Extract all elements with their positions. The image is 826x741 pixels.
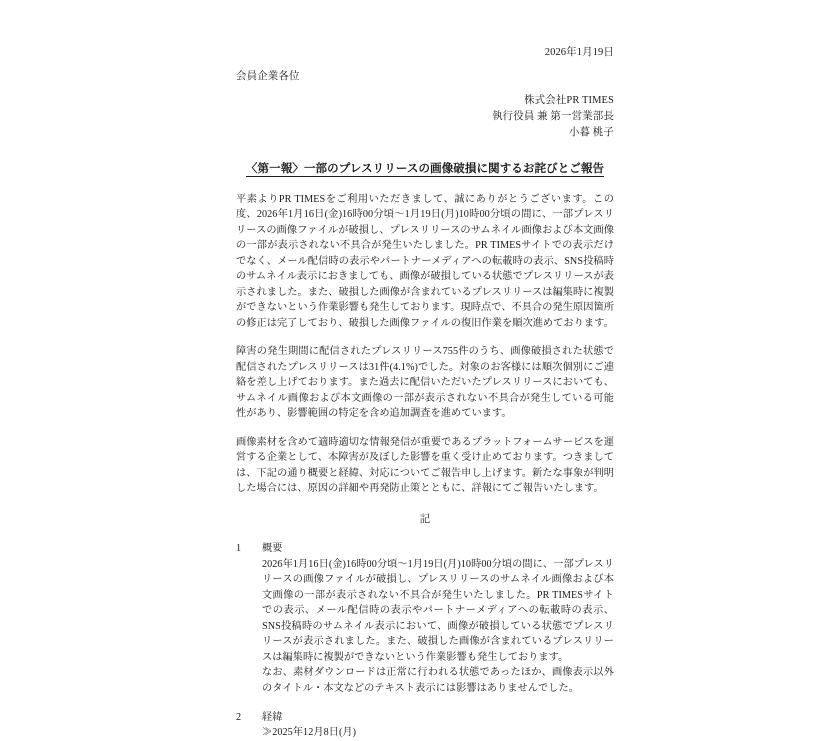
section-paragraph: 2026年1月16日(金)16時00分頃〜1月19日(月)10時00分頃の間に、一部プレスリリースの画像ファイルが破損し、プレスリリースのサムネイル画像および本文画像の一部が表示されない不具合が発生いたしました。PR TIMESサイトでの表示、メール配信時の表示やパートナーメディアへの転載時の表示、SNS投稿時のサムネイル表示において、画像が破損している状態でプレスリリースが表示されました。また、破損した画像が含まれているプレスリリースは編集時に複製ができないという作業影響も発生しております。 — [262, 558, 614, 663]
page-title — [236, 160, 614, 176]
sender-block — [236, 93, 614, 140]
section-heading — [236, 541, 614, 556]
sender-title: 執行役員 兼 第一営業部長 — [491, 111, 614, 123]
timeline-entry: ≫2025年12月8日(月) — [262, 727, 357, 739]
section-body — [262, 725, 614, 741]
document-content — [236, 0, 614, 741]
sender-name: 小暮 桃子 — [568, 126, 614, 138]
section-title: 経緯 — [262, 712, 283, 724]
section-body — [262, 557, 614, 697]
section-title: 概要 — [262, 543, 283, 555]
section-heading — [236, 710, 614, 725]
page-title-text: 〈第一報〉一部のプレスリリースの画像破損に関するお詫びとご報告 — [245, 162, 605, 175]
body-paragraph: 障害の発生期間に配信されたプレスリリース755件のうち、画像破損された状態で配信されたプレスリリースは31件(4.1%)でした。対象のお客様には順次個別にご連絡を差し上げております。また過去に配信いただいたプレスリリースにおいても、サムネイル画像および本文画像の一部が表示されない不具合が発生している可能性があり、影響範囲の特定を含め追加調査を進めています。 — [236, 346, 614, 420]
section-overview — [236, 541, 614, 696]
section-paragraph: なお、素材ダウンロードは正常に行われる状態であったほか、画像表示以外のタイトル・本文などのテキスト表示には影響はありませんでした。 — [262, 667, 614, 694]
sender-company: 株式会社PR TIMES — [524, 95, 614, 107]
section-number: 1 — [236, 543, 242, 555]
addressee-line: 会員企業各位 — [236, 70, 300, 82]
section-number: 2 — [236, 712, 242, 724]
body-paragraph: 画像素材を含めて適時適切な情報発信が重要であるプラットフォームサービスを運営する企業として、本障害が及ぼした影響を重く受け止めております。つきましては、下記の通り概要と経緯、対応についてご報告申し上げます。新たな事象が判明した場合には、原因の詳細や再発防止策とともに、詳報にてご報告いたします。 — [236, 436, 614, 495]
ki-mark: 記 — [419, 513, 431, 525]
section-timeline — [236, 710, 614, 741]
body-paragraph: 平素よりPR TIMESをご利用いただきまして、誠にありがとうございます。この度、2026年1月16日(金)16時00分頃〜1月19日(月)10時00分頃の間に、一部プレスリリースの画像ファイルが破損し、プレスリリースのサムネイル画像および本文画像の一部が表示されない不具合が発生いたしました。PR TIMESサイトでの表示だけでなく、メール配信時の表示やパートナーメディアへの転載時の表示、SNS投稿時のサムネイル表示におきましても、画像が破損している状態でプレスリリースが表示されました。また、破損した画像が含まれているプレスリリースは編集時に複製ができないという作業影響も発生しております。現時点で、不具合の発生原因箇所の修正は完了しており、破損した画像ファイルの復旧作業を順次進めております。 — [236, 193, 614, 329]
document-date: 2026年1月19日 — [544, 47, 614, 58]
